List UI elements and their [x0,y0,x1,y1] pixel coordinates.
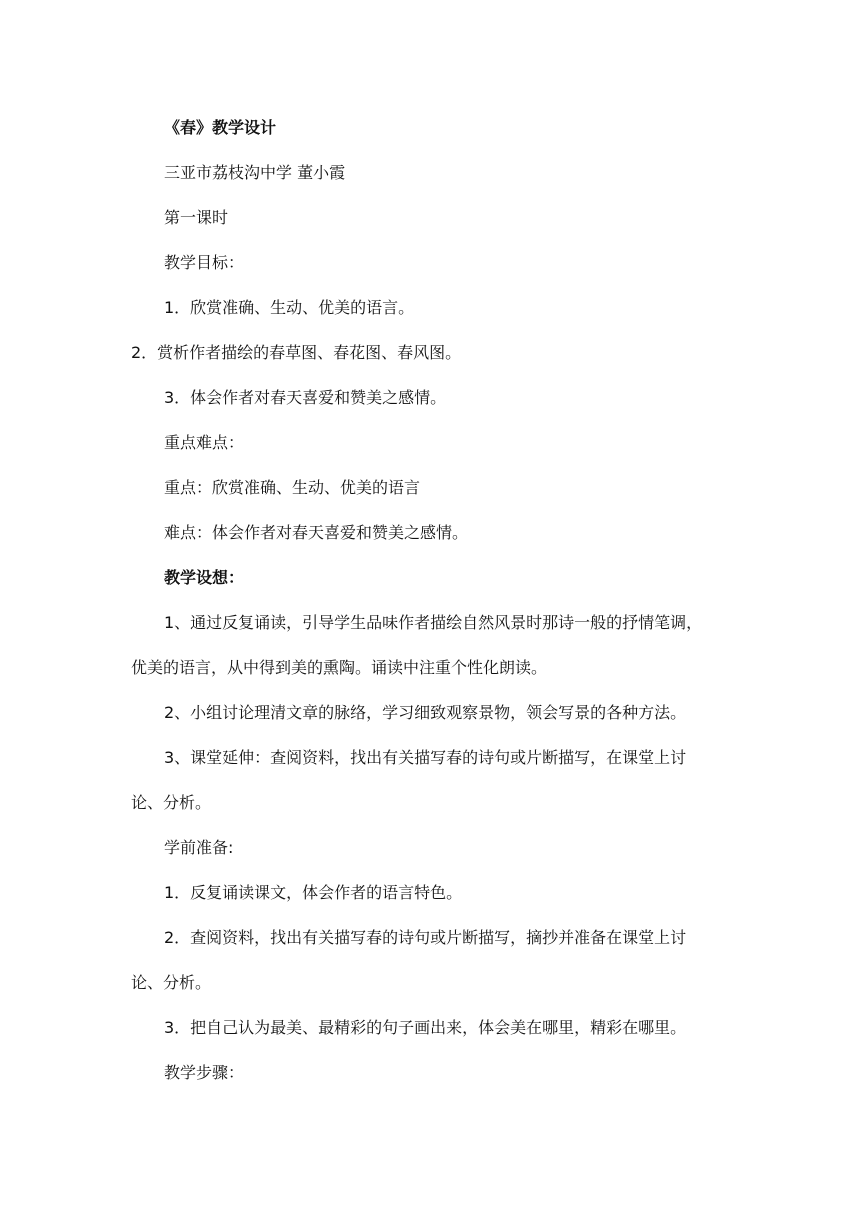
key-point: 重点：欣赏准确、生动、优美的语言 [164,478,421,497]
prep-item-2-line1: 2．查阅资料，找出有关描写春的诗句或片断描写，摘抄并准备在课堂上讨 [164,928,687,947]
prep-item-3: 3．把自己认为最美、最精彩的句子画出来，体会美在哪里，精彩在哪里。 [164,1018,687,1037]
design-item-3-line1: 3、课堂延伸：查阅资料，找出有关描写春的诗句或片断描写，在课堂上讨 [164,748,687,767]
objective-item-3: 3．体会作者对春天喜爱和赞美之感情。 [164,388,447,407]
prep-heading: 学前准备: [164,838,234,857]
design-heading: 教学设想： [164,568,245,587]
objective-item-1: 1．欣赏准确、生动、优美的语言。 [164,298,415,317]
objective-item-2: 2．赏析作者描绘的春草图、春花图、春风图。 [131,343,462,362]
steps-heading: 教学步骤： [164,1063,245,1082]
key-points-heading: 重点难点： [164,433,245,452]
author-line: 三亚市荔枝沟中学 董小霞 [164,163,346,182]
design-item-1-line1: 1、通过反复诵读，引导学生品味作者描绘自然风景时那诗一般的抒情笔调， [164,613,703,632]
design-item-2: 2、小组讨论理清文章的脉络，学习细致观察景物，领会写景的各种方法。 [164,703,687,722]
lesson-label: 第一课时 [164,208,229,227]
design-item-1-line2: 优美的语言，从中得到美的熏陶。诵读中注重个性化朗读。 [131,658,548,677]
document-title: 《春》教学设计 [164,118,277,137]
objectives-heading: 教学目标： [164,253,245,272]
prep-item-1: 1．反复诵读课文，体会作者的语言特色。 [164,883,463,902]
prep-item-2-line2: 论、分析。 [131,973,212,992]
design-item-3-line2: 论、分析。 [131,793,212,812]
difficult-point: 难点：体会作者对春天喜爱和赞美之感情。 [164,523,469,542]
